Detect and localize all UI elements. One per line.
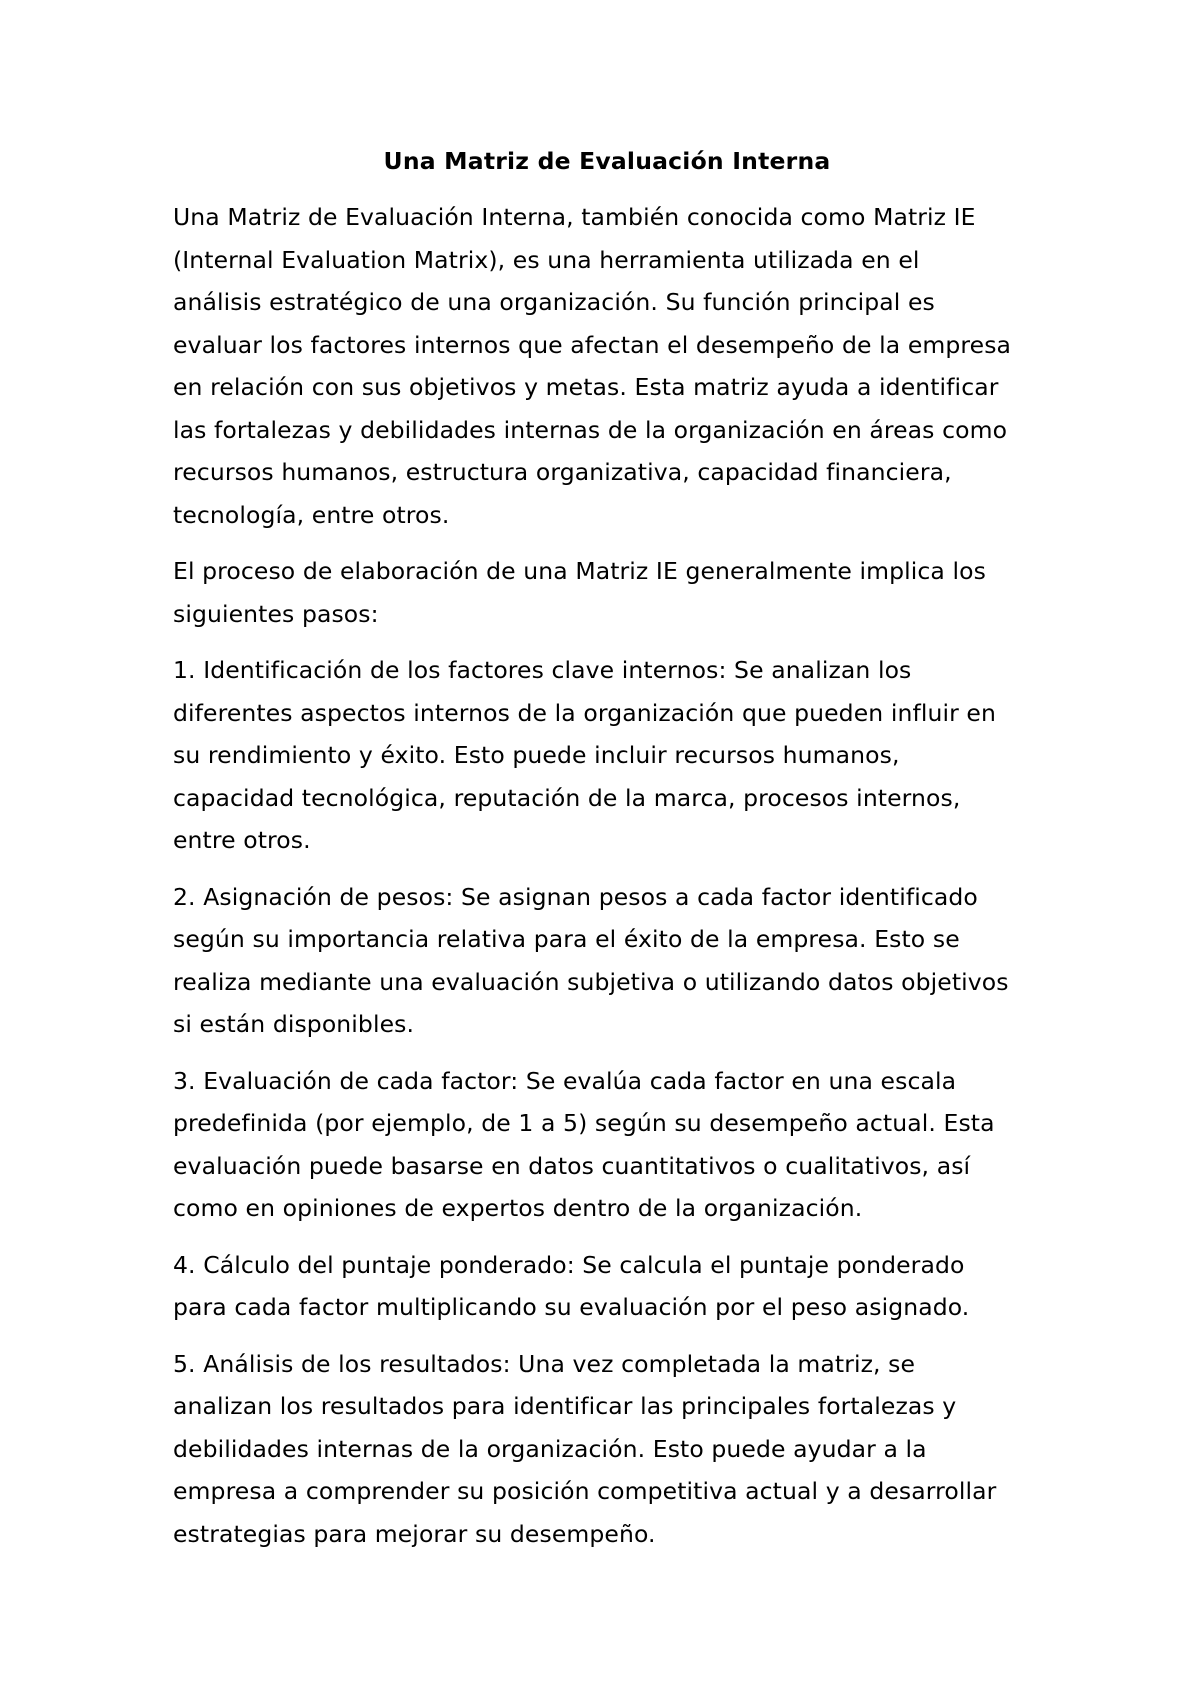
text-line: analizan los resultados para identificar las principales fortalezas y (173, 1392, 957, 1420)
paragraph-step-4 (173, 1244, 1041, 1329)
paragraph-intro (173, 196, 1041, 536)
paragraph-step-1 (173, 649, 1041, 862)
text-line: si están disponibles. (173, 1010, 415, 1038)
document-title: Una Matriz de Evaluación Interna (383, 147, 831, 175)
text-line: las fortalezas y debilidades internas de la organización en áreas como (173, 415, 1008, 444)
text-line: entre otros. (173, 826, 311, 854)
text-line: realiza mediante una evaluación subjetiva o utilizando datos objetivos (173, 967, 1009, 996)
text-line: recursos humanos, estructura organizativa, capacidad financiera, (173, 458, 952, 486)
paragraph-step-2 (173, 876, 1041, 1046)
text-line: 1. Identificación de los factores clave internos: Se analizan los (173, 656, 912, 684)
paragraph-step-3 (173, 1060, 1041, 1230)
text-line: diferentes aspectos internos de la organización que pueden influir en (173, 698, 996, 727)
text-line: evaluar los factores internos que afectan el desempeño de la empresa (173, 330, 1012, 359)
text-line: empresa a comprender su posición competitiva actual y a desarrollar (173, 1477, 997, 1505)
paragraph-step-5 (173, 1343, 1041, 1556)
text-line: 5. Análisis de los resultados: Una vez completada la matriz, se (173, 1349, 916, 1378)
text-line: 2. Asignación de pesos: Se asignan pesos a cada factor identificado (173, 882, 978, 911)
text-line: en relación con sus objetivos y metas. Esta matriz ayuda a identificar (173, 373, 999, 401)
text-line: análisis estratégico de una organización. Su función principal es (173, 288, 935, 316)
text-line: estrategias para mejorar su desempeño. (173, 1519, 656, 1548)
text-line: según su importancia relativa para el éxito de la empresa. Esto se (173, 925, 960, 953)
text-line: su rendimiento y éxito. Esto puede incluir recursos humanos, (173, 741, 900, 769)
text-line: evaluación puede basarse en datos cuantitativos o cualitativos, así (173, 1151, 971, 1180)
text-line: siguientes pasos: (173, 599, 379, 628)
text-line: Una Matriz de Evaluación Interna, también conocida como Matriz IE (173, 203, 976, 231)
paragraph-process (173, 550, 1041, 635)
text-line: como en opiniones de expertos dentro de la organización. (173, 1194, 863, 1222)
text-line: capacidad tecnológica, reputación de la marca, procesos internos, (173, 783, 961, 812)
text-line: tecnología, entre otros. (173, 500, 450, 529)
document-body (173, 140, 1041, 1569)
text-line: 4. Cálculo del puntaje ponderado: Se calcula el puntaje ponderado (173, 1250, 965, 1279)
text-line: predefinida (por ejemplo, de 1 a 5) según su desempeño actual. Esta (173, 1109, 995, 1137)
text-line: debilidades internas de la organización. Esto puede ayudar a la (173, 1434, 927, 1463)
text-line: (Internal Evaluation Matrix), es una herramienta utilizada en el (173, 245, 920, 274)
text-line: para cada factor multiplicando su evaluación por el peso asignado. (173, 1293, 970, 1321)
text-line: 3. Evaluación de cada factor: Se evalúa cada factor en una escala (173, 1066, 957, 1095)
text-line: El proceso de elaboración de una Matriz IE generalmente implica los (173, 557, 986, 585)
